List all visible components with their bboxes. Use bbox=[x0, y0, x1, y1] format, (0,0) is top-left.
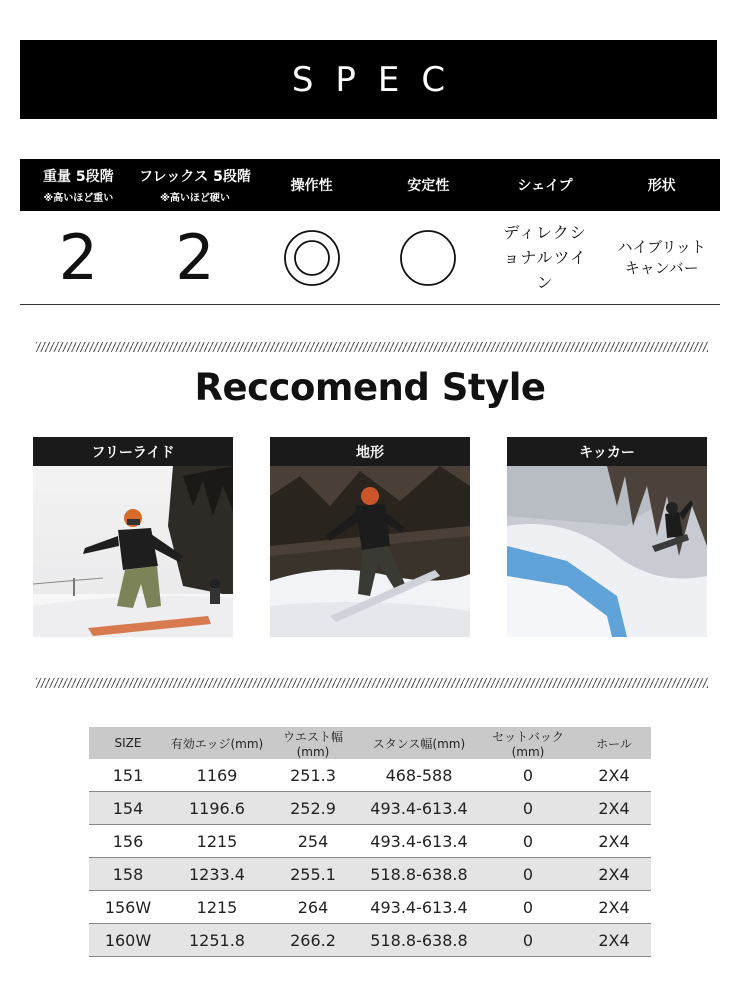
table-cell: 493.4-613.4 bbox=[359, 825, 479, 858]
table-cell: 1215 bbox=[167, 825, 267, 858]
header-flex bbox=[137, 159, 254, 211]
header-profile-label: 形状 bbox=[647, 178, 676, 194]
size-table-header-row bbox=[89, 727, 651, 759]
col-effective-edge: 有効エッジ(mm) bbox=[167, 727, 267, 759]
header-flex-note: ※高いほど硬い bbox=[160, 193, 230, 204]
col-waist-width: ウエスト幅(mm) bbox=[267, 727, 359, 759]
header-weight-note: ※高いほど重い bbox=[43, 193, 114, 204]
table-cell: 0 bbox=[479, 924, 577, 957]
table-cell: 493.4-613.4 bbox=[359, 891, 479, 924]
operability-cell bbox=[253, 211, 370, 304]
header-stability bbox=[370, 159, 487, 211]
table-cell: 264 bbox=[267, 891, 359, 924]
shape-cell bbox=[487, 211, 604, 304]
kicker-photo bbox=[507, 466, 707, 637]
table-cell: 151 bbox=[89, 759, 167, 792]
spec-title: SPEC bbox=[291, 59, 468, 100]
header-shape bbox=[487, 159, 604, 211]
size-table bbox=[89, 727, 651, 957]
table-cell: 156 bbox=[89, 825, 167, 858]
col-setback: セットバック(mm) bbox=[479, 727, 577, 759]
table-row bbox=[89, 891, 651, 924]
weight-value: 2 bbox=[58, 220, 99, 294]
terrain-photo bbox=[270, 466, 470, 637]
col-holes: ホール bbox=[577, 727, 651, 759]
circle-icon bbox=[399, 229, 457, 287]
recommend-style-title: Reccomend Style bbox=[194, 366, 546, 409]
table-cell: 0 bbox=[479, 759, 577, 792]
table-cell: 2X4 bbox=[577, 792, 651, 825]
table-cell: 154 bbox=[89, 792, 167, 825]
slash-divider bbox=[36, 678, 708, 688]
table-cell: 1215 bbox=[167, 891, 267, 924]
col-size: SIZE bbox=[89, 727, 167, 759]
flex-cell bbox=[137, 211, 254, 304]
spec-value-row bbox=[20, 211, 720, 305]
table-cell: 1233.4 bbox=[167, 858, 267, 891]
table-cell: 252.9 bbox=[267, 792, 359, 825]
table-cell: 2X4 bbox=[577, 858, 651, 891]
table-cell: 254 bbox=[267, 825, 359, 858]
table-cell: 518.8-638.8 bbox=[359, 924, 479, 957]
freeride-photo bbox=[33, 466, 233, 637]
table-cell: 2X4 bbox=[577, 759, 651, 792]
table-cell: 1196.6 bbox=[167, 792, 267, 825]
double-circle-icon bbox=[283, 229, 341, 287]
style-label-freeride: フリーライド bbox=[33, 437, 233, 466]
style-label-kicker: キッカー bbox=[507, 437, 707, 466]
header-operability bbox=[253, 159, 370, 211]
header-weight-label: 重量 5段階 bbox=[43, 169, 114, 185]
table-cell: 251.3 bbox=[267, 759, 359, 792]
table-cell: 158 bbox=[89, 858, 167, 891]
header-stability-label: 安定性 bbox=[407, 178, 450, 194]
spec-header-row bbox=[20, 159, 720, 211]
table-cell: 255.1 bbox=[267, 858, 359, 891]
header-shape-label: シェイプ bbox=[517, 178, 573, 194]
slash-divider bbox=[36, 342, 708, 352]
shape-value: ディレクショナルツイン bbox=[503, 223, 587, 292]
spec-banner bbox=[20, 40, 717, 119]
flex-value: 2 bbox=[175, 220, 215, 294]
table-row bbox=[89, 924, 651, 957]
style-card-freeride bbox=[33, 437, 233, 637]
style-label-terrain: 地形 bbox=[270, 437, 470, 466]
header-operability-label: 操作性 bbox=[290, 178, 333, 194]
table-row bbox=[89, 825, 651, 858]
header-profile bbox=[603, 159, 720, 211]
table-cell: 1251.8 bbox=[167, 924, 267, 957]
table-cell: 0 bbox=[479, 792, 577, 825]
weight-cell bbox=[20, 211, 137, 304]
table-cell: 1169 bbox=[167, 759, 267, 792]
table-cell: 156W bbox=[89, 891, 167, 924]
table-cell: 0 bbox=[479, 891, 577, 924]
header-flex-label: フレックス 5段階 bbox=[139, 169, 251, 185]
table-cell: 468-588 bbox=[359, 759, 479, 792]
table-cell: 0 bbox=[479, 858, 577, 891]
table-cell: 518.8-638.8 bbox=[359, 858, 479, 891]
table-cell: 2X4 bbox=[577, 924, 651, 957]
table-cell: 160W bbox=[89, 924, 167, 957]
table-cell: 0 bbox=[479, 825, 577, 858]
table-cell: 493.4-613.4 bbox=[359, 792, 479, 825]
profile-value: ハイブリット キャンバー bbox=[617, 237, 706, 277]
style-card-kicker bbox=[507, 437, 707, 637]
table-row bbox=[89, 759, 651, 792]
table-cell: 2X4 bbox=[577, 891, 651, 924]
spec-table bbox=[20, 159, 720, 305]
style-card-terrain bbox=[270, 437, 470, 637]
table-row bbox=[89, 858, 651, 891]
stability-cell bbox=[370, 211, 487, 304]
header-weight bbox=[20, 159, 137, 211]
table-row bbox=[89, 792, 651, 825]
profile-cell bbox=[603, 211, 720, 304]
col-stance-width: スタンス幅(mm) bbox=[359, 727, 479, 759]
table-cell: 266.2 bbox=[267, 924, 359, 957]
table-cell: 2X4 bbox=[577, 825, 651, 858]
